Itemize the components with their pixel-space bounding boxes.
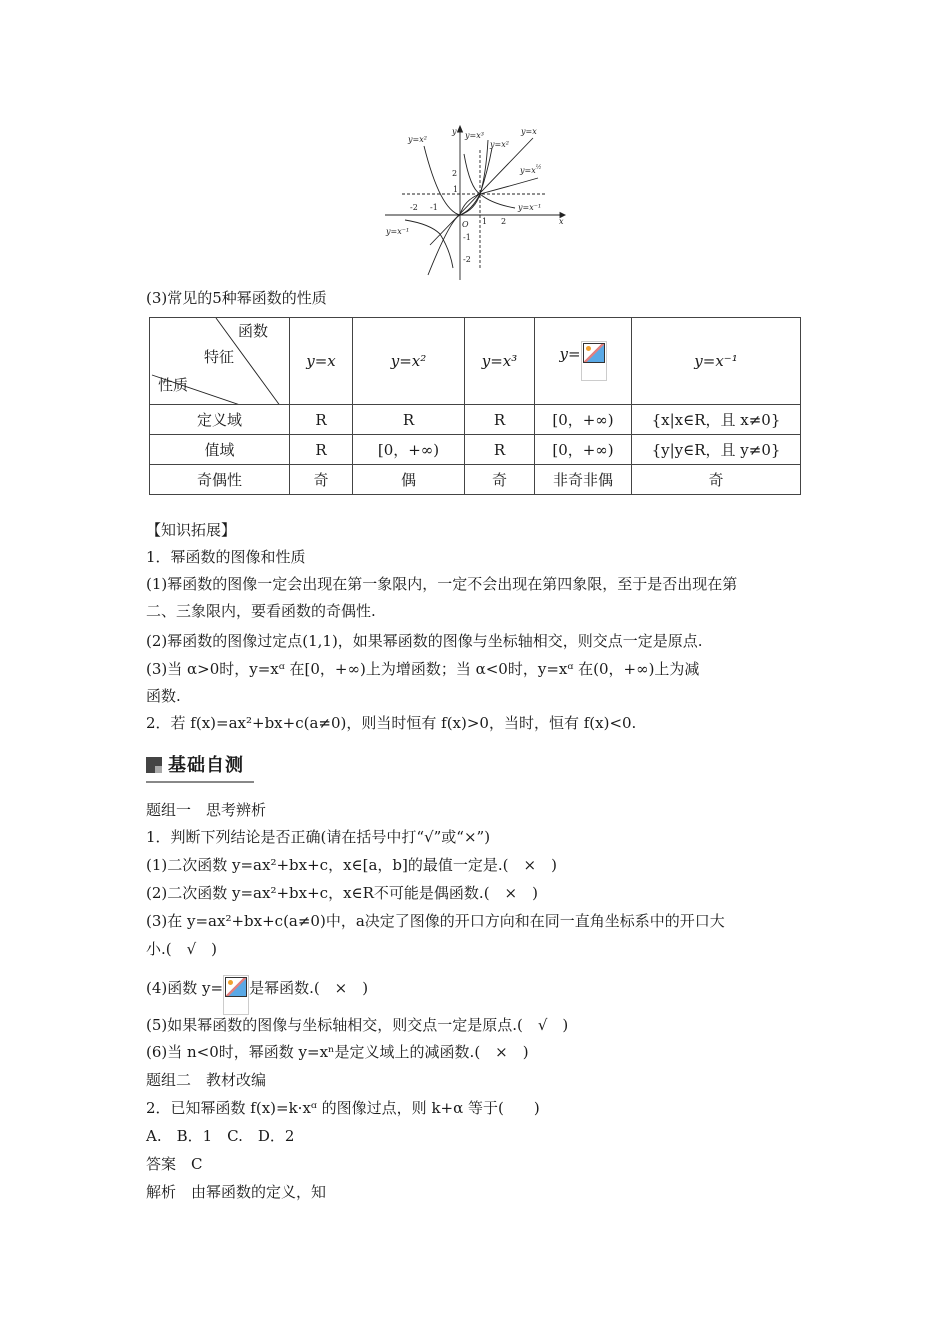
- label-y-x-inv-right: y=x⁻¹: [518, 203, 542, 212]
- group1-s3b: 小.( √ ): [146, 940, 218, 958]
- power-function-graph: [380, 120, 570, 285]
- knowledge-title: 【知识拓展】: [146, 521, 237, 539]
- table-cell: R: [290, 405, 353, 435]
- tick-x-2: 2: [501, 217, 507, 226]
- knowledge-p1b: 二、三象限内，要看函数的奇偶性.: [146, 602, 376, 620]
- group1-q1: 1．判断下列结论是否正确(请在括号中打“√”或“×”): [146, 828, 491, 846]
- corner-cell: [150, 318, 290, 405]
- section3-title: (3)常见的5种幂函数的性质: [146, 289, 327, 307]
- table-cell: 奇: [290, 465, 353, 495]
- group1-s1: (1)二次函数 y=ax²+bx+c，x∈[a，b]的最值一定是.( × ): [146, 856, 557, 874]
- label-y-x2-left: y=x²: [408, 135, 427, 144]
- group2-answer: 答案 C: [146, 1155, 203, 1173]
- table-cell: 奇: [465, 465, 535, 495]
- table-row: [150, 435, 801, 465]
- header-y-x: y=x: [290, 318, 353, 405]
- group1-s4: [146, 975, 368, 1015]
- table-cell: R: [465, 435, 535, 465]
- header-y-sqrt: [535, 318, 632, 405]
- header-y-x2: y=x²: [353, 318, 465, 405]
- table-cell: R: [290, 435, 353, 465]
- tick-x-neg1: -1: [430, 203, 438, 212]
- row-label-parity: 奇偶性: [150, 465, 290, 495]
- label-y-x-inv-left: y=x⁻¹: [386, 227, 410, 236]
- tick-y-neg2: -2: [463, 255, 471, 264]
- knowledge-p3b: 函数.: [146, 687, 181, 705]
- label-y-x-half: $y=x^{\frac{1}{2}}$: [520, 164, 542, 175]
- table-cell: 非奇非偶: [535, 465, 632, 495]
- corner-bottom-label: 性质: [158, 376, 189, 394]
- knowledge-p2: (2)幂函数的图像过定点(1,1)，如果幂函数的图像与坐标轴相交，则交点一定是原点.: [146, 632, 703, 650]
- corner-top-label: 函数: [238, 322, 269, 340]
- label-y-x2-right: y=x²: [490, 140, 509, 149]
- tick-x-1: 1: [482, 217, 488, 226]
- group1-s5: (5)如果幂函数的图像与坐标轴相交，则交点一定是原点.( √ ): [146, 1016, 569, 1034]
- knowledge-item1-title: 1．幂函数的图像和性质: [146, 548, 306, 566]
- tick-y-neg1: -1: [463, 233, 471, 242]
- knowledge-p1a: (1)幂函数的图像一定会出现在第一象限内，一定不会出现在第四象限，至于是否出现在第: [146, 575, 738, 593]
- knowledge-p3a: (3)当 α>0时，y=xᵅ 在[0，+∞)上为增函数；当 α<0时，y=xᵅ 在(0，+∞)上为减: [146, 660, 700, 678]
- table-cell: {x|x∈R，且 x≠0}: [632, 405, 801, 435]
- table-row: [150, 405, 801, 435]
- table-cell: R: [465, 405, 535, 435]
- group1-s2: (2)二次函数 y=ax²+bx+c，x∈R不可能是偶函数.( × ): [146, 884, 538, 902]
- table-cell: 奇: [632, 465, 801, 495]
- group1-title: 题组一 思考辨析: [146, 801, 267, 819]
- table-cell: R: [353, 405, 465, 435]
- label-axis-x: x: [559, 217, 564, 226]
- group2-analysis: 解析 由幂函数的定义，知: [146, 1183, 327, 1201]
- broken-image-icon: [223, 975, 249, 1015]
- group1-s6: (6)当 n<0时，幂函数 y=xⁿ是定义域上的减函数.( × ): [146, 1043, 529, 1061]
- header-y-x-inv: y=x⁻¹: [632, 318, 801, 405]
- label-y-x3: y=x³: [465, 131, 484, 140]
- header-y-sqrt-label: y=: [559, 345, 581, 363]
- label-origin: O: [462, 220, 469, 229]
- row-label-range: 值域: [150, 435, 290, 465]
- power-function-properties-table: [149, 317, 801, 495]
- table-row: [150, 465, 801, 495]
- table-cell: [0，+∞): [535, 435, 632, 465]
- knowledge-item2: 2．若 f(x)=ax²+bx+c(a≠0)，则当时恒有 f(x)>0，当时，恒有 f(x)<0.: [146, 714, 637, 732]
- corner-middle-label: 特征: [204, 348, 235, 366]
- group2-options: A. B．1 C. D．2: [146, 1127, 295, 1145]
- group2-title: 题组二 教材改编: [146, 1071, 267, 1089]
- tick-x-neg2: -2: [410, 203, 418, 212]
- row-label-domain: 定义域: [150, 405, 290, 435]
- section-header: [146, 753, 254, 783]
- label-axis-y: y: [452, 127, 457, 136]
- group1-s4-pre: (4)函数 y=: [146, 979, 224, 997]
- section-header-title: 基础自测: [168, 755, 244, 776]
- section-square-accent: [155, 766, 162, 773]
- header-y-x3: y=x³: [465, 318, 535, 405]
- tick-y-1: 1: [453, 185, 459, 194]
- table-cell: [0，+∞): [535, 405, 632, 435]
- table-cell: {y|y∈R，且 y≠0}: [632, 435, 801, 465]
- tick-y-2: 2: [452, 169, 458, 178]
- table-header-row: [150, 318, 801, 405]
- broken-image-icon: [581, 341, 607, 381]
- group2-q2: 2．已知幂函数 f(x)=k·xᵅ 的图像过点，则 k+α 等于( ): [146, 1099, 540, 1117]
- label-y-x: y=x: [521, 127, 537, 136]
- table-cell: 偶: [353, 465, 465, 495]
- group1-s4-post: 是幂函数.( × ): [249, 979, 369, 997]
- table-cell: [0，+∞): [353, 435, 465, 465]
- group1-s3a: (3)在 y=ax²+bx+c(a≠0)中，a决定了图像的开口方向和在同一直角坐标系中的开口大: [146, 912, 725, 930]
